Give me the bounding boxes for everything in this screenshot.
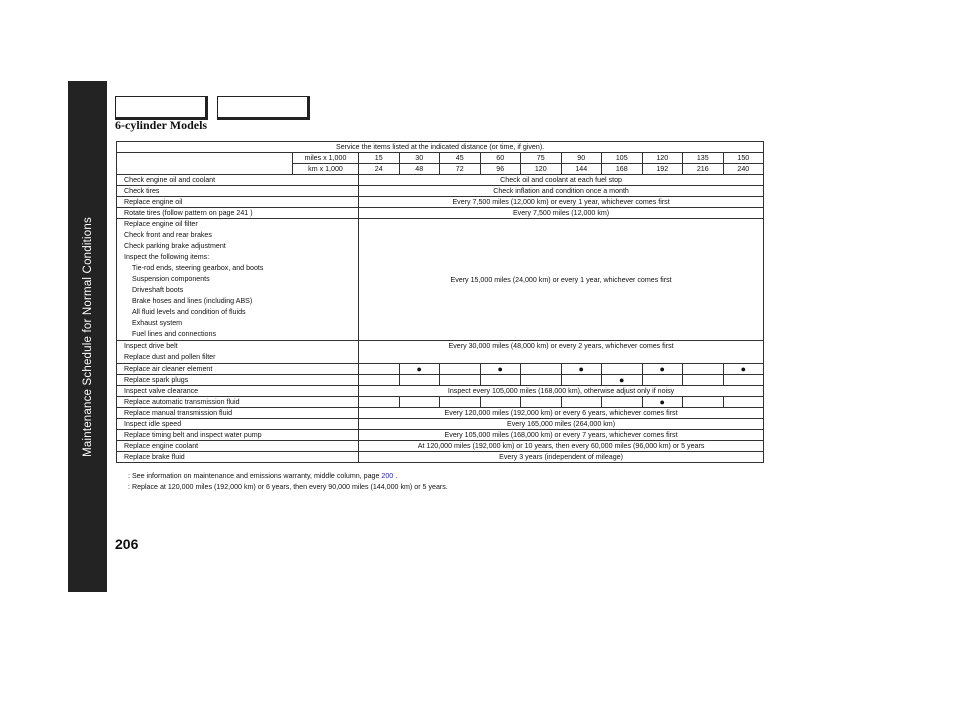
table-row <box>117 430 764 441</box>
service-dot <box>440 397 481 408</box>
service-dot <box>723 397 764 408</box>
service-subitem: Brake hoses and lines (including ABS) <box>132 297 253 305</box>
service-dot <box>480 375 521 386</box>
interval-text: At 120,000 miles (192,000 km) or 10 years, then every 60,000 miles (96,000 km) or 5 years <box>359 441 764 452</box>
service-subitem: Tie-rod ends, steering gearbox, and boots <box>132 264 264 272</box>
page-link[interactable]: 200 <box>381 472 394 480</box>
service-dot: ● <box>399 364 440 375</box>
km-cell: 240 <box>723 164 764 175</box>
service-item: Replace brake fluid <box>117 452 359 463</box>
service-dot <box>602 364 643 375</box>
service-item: Check engine oil and coolant <box>117 175 359 186</box>
service-dot <box>521 364 562 375</box>
table-header-row <box>117 142 764 153</box>
service-subitem: Fuel lines and connections <box>132 330 216 338</box>
service-item: Inspect the following items: <box>124 253 210 261</box>
nav-button-previous[interactable] <box>115 96 208 120</box>
table-row <box>117 175 764 186</box>
service-dot <box>359 364 400 375</box>
table-row <box>117 375 764 386</box>
miles-cell: 150 <box>723 153 764 164</box>
service-dot: ● <box>642 397 683 408</box>
service-item: Check parking brake adjustment <box>124 242 226 250</box>
interval-text: Every 7,500 miles (12,000 km) or every 1 year, whichever comes first <box>359 197 764 208</box>
footnotes <box>128 471 448 493</box>
service-item: Inspect idle speed <box>117 419 359 430</box>
section-title: 6-cylinder Models <box>115 118 208 132</box>
miles-cell: 90 <box>561 153 602 164</box>
service-dot <box>521 397 562 408</box>
service-dot: ● <box>480 364 521 375</box>
interval-text: Every 105,000 miles (168,000 km) or every 7 years, whichever comes first <box>359 430 764 441</box>
side-tab-label-wrapper <box>68 81 107 592</box>
service-dot: ● <box>602 375 643 386</box>
maintenance-schedule-table <box>116 141 764 463</box>
service-item: Check front and rear brakes <box>124 231 212 239</box>
table-header-caption: Service the items listed at the indicated distance (or time, if given). <box>117 142 764 153</box>
interval-text: Every 120,000 miles (192,000 km) or every 6 years, whichever comes first <box>359 408 764 419</box>
table-row <box>117 386 764 397</box>
miles-cell: 45 <box>440 153 481 164</box>
km-cell: 48 <box>399 164 440 175</box>
service-dot <box>521 375 562 386</box>
km-cell: 216 <box>683 164 724 175</box>
footnote-text: : See information on maintenance and emissions warranty, middle column, page <box>128 472 382 480</box>
service-dot <box>440 364 481 375</box>
service-item: Replace timing belt and inspect water pump <box>117 430 359 441</box>
table-row <box>117 441 764 452</box>
service-dot <box>440 375 481 386</box>
service-dot <box>602 397 643 408</box>
footnote-text: . <box>393 472 398 480</box>
km-cell: 192 <box>642 164 683 175</box>
service-subitem: Driveshaft boots <box>132 286 184 294</box>
service-subitem: Suspension components <box>132 275 210 283</box>
service-dot <box>561 375 602 386</box>
km-cell: 72 <box>440 164 481 175</box>
service-item: Replace air cleaner element <box>117 364 359 375</box>
service-item: Replace engine oil filter <box>124 220 198 228</box>
interval-text: Every 3 years (independent of mileage) <box>359 452 764 463</box>
table-row <box>117 364 764 375</box>
table-row <box>117 397 764 408</box>
service-dot <box>561 397 602 408</box>
miles-label: miles x 1,000 <box>293 153 359 164</box>
service-dot <box>399 397 440 408</box>
service-dot <box>399 375 440 386</box>
service-dot <box>359 397 400 408</box>
blank-header-cell <box>117 153 293 175</box>
km-cell: 96 <box>480 164 521 175</box>
service-item: Rotate tires (follow pattern on page 241 ) <box>117 208 359 219</box>
service-dot <box>723 375 764 386</box>
km-cell: 168 <box>602 164 643 175</box>
service-item: Inspect drive belt <box>124 342 178 350</box>
interval-text: Every 7,500 miles (12,000 km) <box>359 208 764 219</box>
interval-text: Inspect every 105,000 miles (168,000 km), otherwise adjust only if noisy <box>359 386 764 397</box>
km-cell: 120 <box>521 164 562 175</box>
service-item: Replace spark plugs <box>117 375 359 386</box>
service-dot <box>683 364 724 375</box>
service-dot: ● <box>723 364 764 375</box>
interval-text: Every 15,000 miles (24,000 km) or every 1 year, whichever comes first <box>359 219 764 341</box>
miles-row <box>117 153 764 164</box>
service-item: Replace dust and pollen filter <box>124 353 216 361</box>
table-row <box>117 197 764 208</box>
service-item: Check tires <box>117 186 359 197</box>
km-cell: 24 <box>359 164 400 175</box>
service-dot <box>683 375 724 386</box>
service-item: Replace manual transmission fluid <box>117 408 359 419</box>
footnote-timing-belt: : Replace at 120,000 miles (192,000 km) or 6 years, then every 90,000 miles (144,000 km) or 5 years. <box>128 483 448 491</box>
table-row <box>117 341 764 364</box>
table-row <box>117 452 764 463</box>
service-dot <box>480 397 521 408</box>
nav-button-next[interactable] <box>217 96 310 120</box>
service-item-group <box>117 219 359 341</box>
service-subitem: All fluid levels and condition of fluids <box>132 308 246 316</box>
page-number: 206 <box>115 536 139 552</box>
interval-text: Every 165,000 miles (264,000 km) <box>359 419 764 430</box>
service-dot <box>683 397 724 408</box>
miles-cell: 60 <box>480 153 521 164</box>
service-dot: ● <box>642 364 683 375</box>
service-item: Replace automatic transmission fluid <box>117 397 359 408</box>
miles-cell: 105 <box>602 153 643 164</box>
service-item: Replace engine coolant <box>117 441 359 452</box>
interval-text: Every 30,000 miles (48,000 km) or every 2 years, whichever comes first <box>359 341 764 364</box>
service-subitem: Exhaust system <box>132 319 183 327</box>
km-cell: 144 <box>561 164 602 175</box>
miles-cell: 15 <box>359 153 400 164</box>
miles-cell: 30 <box>399 153 440 164</box>
interval-text: Check oil and coolant at each fuel stop <box>359 175 764 186</box>
table-row <box>117 208 764 219</box>
interval-text: Check inflation and condition once a month <box>359 186 764 197</box>
table-row <box>117 219 764 341</box>
table-row <box>117 186 764 197</box>
miles-cell: 75 <box>521 153 562 164</box>
footnote-warranty <box>128 471 448 482</box>
km-label: km x 1,000 <box>293 164 359 175</box>
service-item: Inspect valve clearance <box>117 386 359 397</box>
service-dot <box>359 375 400 386</box>
table-row <box>117 419 764 430</box>
miles-cell: 135 <box>683 153 724 164</box>
service-dot <box>642 375 683 386</box>
service-item: Replace engine oil <box>117 197 359 208</box>
miles-cell: 120 <box>642 153 683 164</box>
side-tab-label: Maintenance Schedule for Normal Conditions <box>81 216 94 457</box>
service-item-group <box>117 341 359 364</box>
service-dot: ● <box>561 364 602 375</box>
table-row <box>117 408 764 419</box>
